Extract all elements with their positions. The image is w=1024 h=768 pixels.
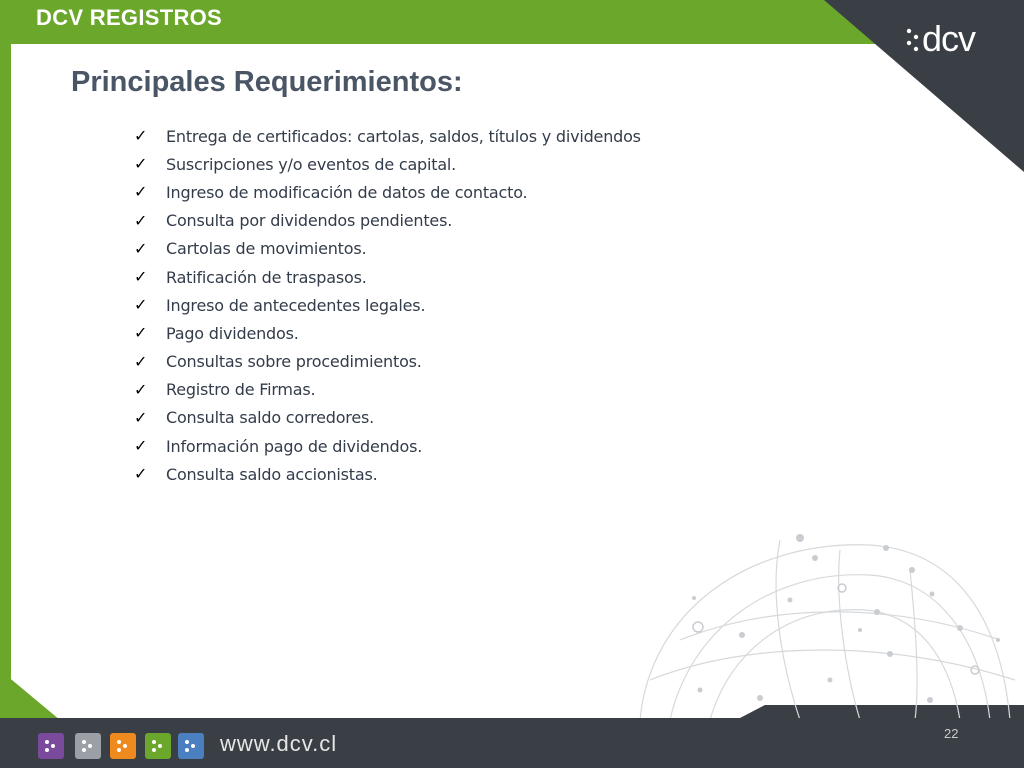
list-item: [134, 291, 641, 319]
requirement-text: Cartolas de movimientos.: [166, 239, 367, 259]
dots-arrow-icon: [178, 733, 204, 759]
dots-arrow-icon: [145, 733, 171, 759]
blue-app-icon[interactable]: [178, 733, 204, 759]
list-item: [134, 150, 641, 178]
check-icon: ✓: [134, 381, 148, 399]
requirements-list: [134, 122, 641, 488]
requirement-text: Consulta por dividendos pendientes.: [166, 211, 453, 231]
check-icon: ✓: [134, 409, 148, 427]
purple-app-icon[interactable]: [38, 733, 64, 759]
requirement-text: Entrega de certificados: cartolas, saldos, títulos y dividendos: [166, 126, 641, 146]
requirement-text: Ingreso de antecedentes legales.: [166, 295, 426, 315]
requirement-text: Registro de Firmas.: [166, 380, 316, 400]
dots-arrow-icon: [110, 733, 136, 759]
list-item: [134, 178, 641, 206]
requirement-text: Ratificación de traspasos.: [166, 267, 367, 287]
check-icon: ✓: [134, 240, 148, 258]
website-link[interactable]: www.dcv.cl: [220, 731, 338, 756]
requirement-text: Pago dividendos.: [166, 323, 299, 343]
green-app-icon[interactable]: [145, 733, 171, 759]
section-title: DCV REGISTROS: [36, 5, 223, 30]
list-item: [134, 404, 641, 432]
check-icon: ✓: [134, 466, 148, 484]
dcv-logo-text: dcv: [922, 18, 976, 59]
list-item: [134, 348, 641, 376]
requirement-text: Consulta saldo accionistas.: [166, 464, 378, 484]
check-icon: ✓: [134, 128, 148, 146]
page-title: Principales Requerimientos:: [71, 66, 463, 98]
check-icon: ✓: [134, 353, 148, 371]
dots-arrow-icon: [38, 733, 64, 759]
list-item: [134, 207, 641, 235]
check-icon: ✓: [134, 438, 148, 456]
orange-app-icon[interactable]: [110, 733, 136, 759]
globe-network-graphic: [630, 530, 1020, 720]
list-item: [134, 432, 641, 460]
check-icon: ✓: [134, 212, 148, 230]
requirement-text: Suscripciones y/o eventos de capital.: [166, 154, 457, 174]
page-number: 22: [944, 726, 959, 741]
gray-app-icon[interactable]: [75, 733, 101, 759]
check-icon: ✓: [134, 325, 148, 343]
list-item: [134, 319, 641, 347]
list-item: [134, 122, 641, 150]
check-icon: ✓: [134, 156, 148, 174]
requirement-text: Ingreso de modificación de datos de contacto.: [166, 182, 528, 202]
requirement-text: Consulta saldo corredores.: [166, 408, 374, 428]
list-item: [134, 376, 641, 404]
list-item: [134, 263, 641, 291]
check-icon: ✓: [134, 297, 148, 315]
dots-arrow-icon: [75, 733, 101, 759]
requirement-text: Consultas sobre procedimientos.: [166, 352, 422, 372]
check-icon: ✓: [134, 184, 148, 202]
list-item: [134, 235, 641, 263]
check-icon: ✓: [134, 269, 148, 287]
list-item: [134, 460, 641, 488]
requirement-text: Información pago de dividendos.: [166, 436, 423, 456]
